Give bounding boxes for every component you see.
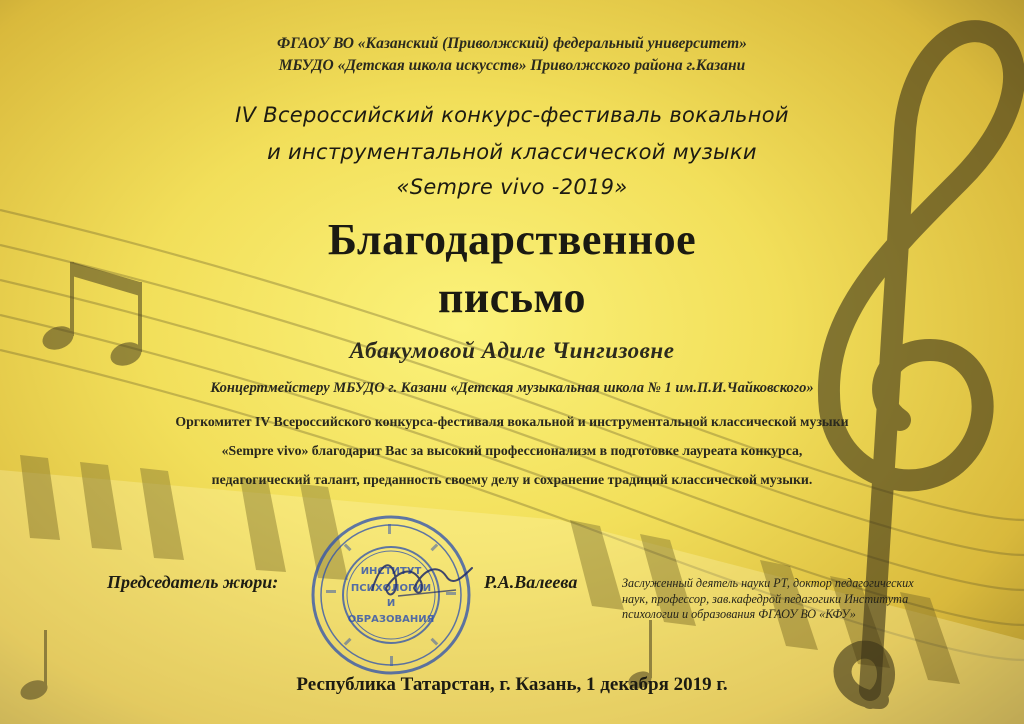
university-name: ФГАОУ ВО «Казанский (Приволжский) федеральный университет»: [277, 35, 747, 52]
jury-chair-label: Председатель жюри:: [107, 572, 279, 592]
body-text-line-1: Оргкомитет IV Всероссийского конкурса-фестиваля вокальной и инструментальной классической музыки: [175, 414, 849, 429]
stamp-text-line-4: ОБРАЗОВАНИЯ: [347, 614, 435, 625]
festival-title-line-1: IV Всероссийский конкурс-фестиваль вокальной: [235, 103, 789, 127]
credentials-line-2: наук, профессор, зав.кафедрой педагогики Института: [622, 591, 909, 606]
document-title-line-2: письмо: [438, 273, 586, 322]
credentials-line-1: Заслуженный деятель науки РТ, доктор педагогических: [622, 576, 914, 590]
stamp-text-line-3: И: [386, 598, 396, 609]
place-and-date: Республика Татарстан, г. Казань, 1 декабря 2019 г.: [296, 674, 728, 695]
body-text-line-2: «Sempre vivo» благодарит Вас за высокий профессионализм в подготовке лауреата конкурса,: [221, 443, 803, 458]
document-title-line-1: Благодарственное: [327, 215, 697, 264]
stamp-text-line-1: ИНСТИТУТ: [360, 566, 422, 577]
festival-title-line-2: и инструментальной классической музыки: [267, 140, 757, 164]
stamp-text-line-2: ПСИХОЛОГИИ: [350, 583, 432, 594]
festival-title-line-3: «Sempre vivo -2019»: [396, 175, 628, 199]
credentials-line-3: психологии и образования ФГАОУ ВО «КФУ»: [622, 607, 856, 621]
jury-chair-credentials: [622, 576, 982, 623]
recipient-position: Концертмейстеру МБУДО г. Казани «Детская музыкальная школа № 1 им.П.И.Чайковского»: [210, 380, 814, 396]
body-text-line-3: педагогический талант, преданность своему делу и сохранение традиций классической музыки.: [211, 472, 813, 487]
recipient-name: Абакумовой Адиле Чингизовне: [349, 338, 675, 363]
jury-chair-name: Р.А.Валеева: [484, 572, 578, 592]
school-name: МБУДО «Детская школа искусств» Приволжского района г.Казани: [278, 57, 746, 74]
